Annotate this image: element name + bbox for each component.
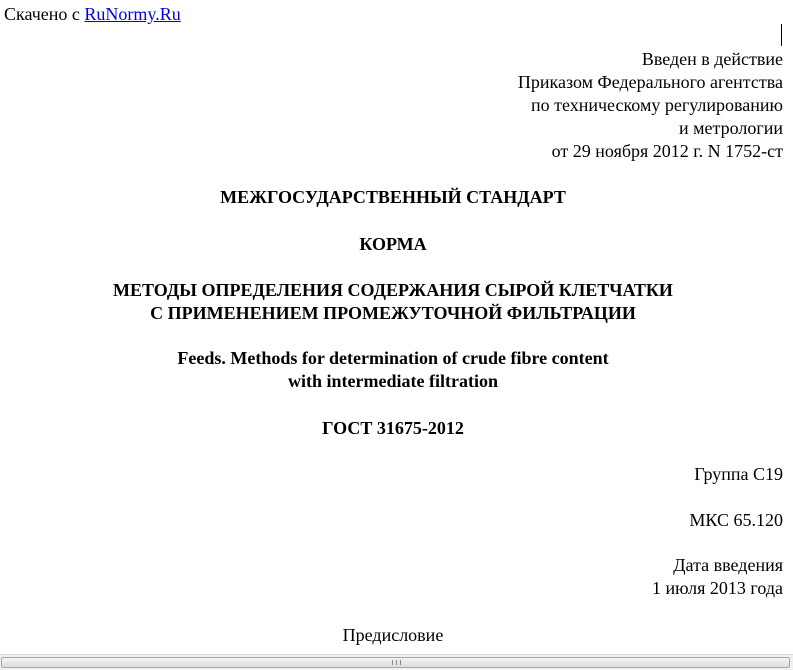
scrollbar-thumb[interactable] — [1, 657, 790, 668]
decree-line: и метрологии — [679, 118, 783, 138]
title-en-line: with intermediate filtration — [288, 371, 498, 391]
scrollbar-grip-icon — [392, 660, 401, 665]
decree-line: от 29 ноября 2012 г. N 1752-ст — [551, 141, 783, 161]
introduction-date-value: 1 июля 2013 года — [652, 578, 783, 598]
mks-code: МКС 65.120 — [689, 510, 783, 530]
title-ru-line: С ПРИМЕНЕНИЕМ ПРОМЕЖУТОЧНОЙ ФИЛЬТРАЦИИ — [150, 303, 636, 323]
source-prefix: Скачено с — [4, 4, 85, 24]
introduction-date-label: Дата введения — [673, 555, 783, 575]
standard-type-heading: МЕЖГОСУДАРСТВЕННЫЙ СТАНДАРТ — [220, 187, 566, 207]
source-link[interactable]: RuNormy.Ru — [84, 4, 181, 24]
group-code: Группа С19 — [694, 464, 783, 484]
horizontal-scrollbar[interactable] — [0, 654, 793, 670]
decree-line: по техническому регулированию — [530, 95, 783, 115]
standard-number: ГОСТ 31675-2012 — [322, 418, 464, 438]
decree-block — [518, 48, 783, 163]
decree-line: Введен в действие — [641, 49, 783, 69]
document-title-en — [0, 347, 786, 393]
title-en-line: Feeds. Methods for determination of crude fibre content — [177, 348, 609, 368]
preface-heading: Предисловие — [342, 625, 444, 645]
decree-line: Приказом Федерального агентства — [517, 72, 783, 92]
title-ru-line: МЕТОДЫ ОПРЕДЕЛЕНИЯ СОДЕРЖАНИЯ СЫРОЙ КЛЕТЧАТКИ — [113, 280, 673, 300]
source-line — [4, 3, 181, 26]
text-caret — [781, 24, 782, 46]
subject-heading: КОРМА — [359, 234, 427, 254]
introduction-date-block — [652, 554, 783, 600]
document-title-ru — [0, 279, 786, 325]
